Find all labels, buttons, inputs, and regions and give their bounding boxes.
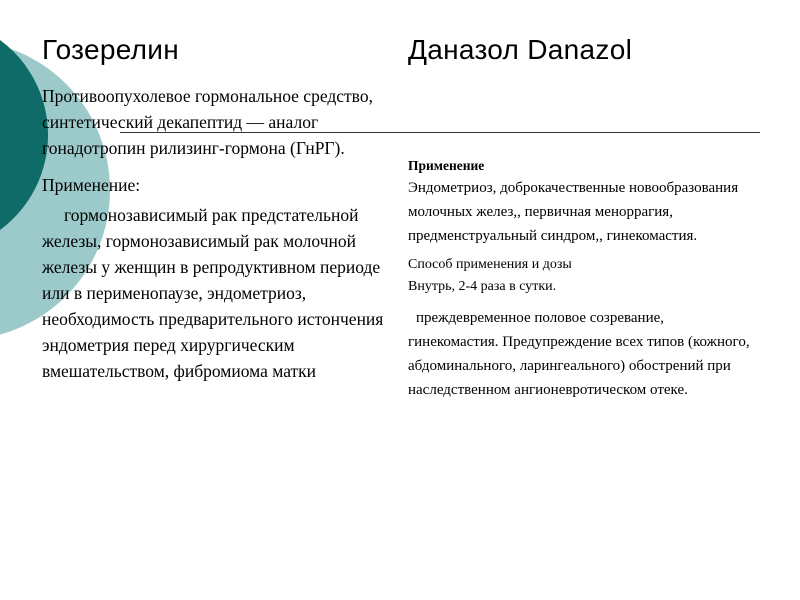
danazol-description: [408, 156, 758, 402]
danazol-dose-heading: Способ применения и дозы: [408, 257, 572, 272]
danazol-usage-text: Эндометриоз, доброкачественные новообразования молочных желез,, первичная меноррагия, предменструальный синдром,, гинекомастия.: [408, 180, 739, 244]
danazol-usage-heading: Применение: [408, 158, 485, 173]
goserelin-title: Гозерелин: [42, 34, 179, 65]
goserelin-usage-heading: Применение:: [42, 175, 141, 195]
danazol-contraindications-text: преждевременное половое созревание, гинекомастия. Предупреждение всех типов (кожного, абдоминального, ларингеального) обострений при наследственном ангионевротическом отеке.: [408, 310, 750, 398]
danazol-title: Даназол Danazol: [408, 34, 633, 65]
goserelin-description: [42, 83, 397, 384]
goserelin-usage-text: гормонозависимый рак предстательной железы, гормонозависимый рак молочной железы у женщин в репродуктивном периоде или в перименопаузе, эндометриоз, необходимость предварительного истончения эндометрия перед хирургическим вмешательством, фибромиома матки: [42, 205, 384, 381]
danazol-dose-text: Внутрь, 2-4 раза в сутки.: [408, 279, 557, 294]
goserelin-intro: Противоопухолевое гормональное средство, синтетический декапептид — аналог гонадотропин рилизинг-гормона (ГнРГ).: [42, 86, 373, 158]
